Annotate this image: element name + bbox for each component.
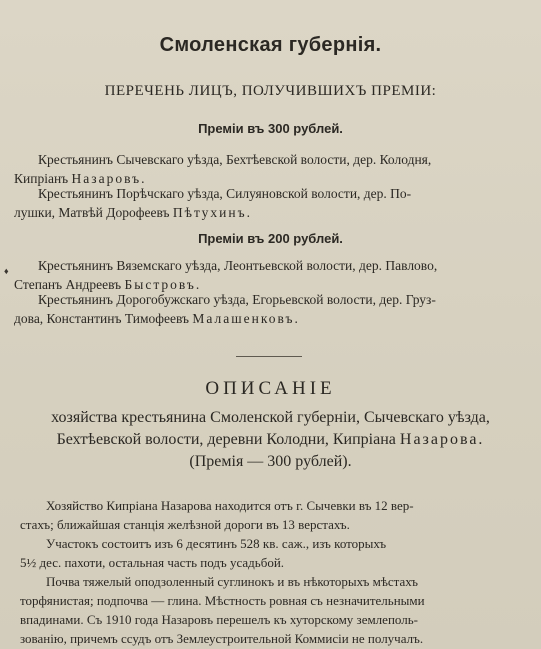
- desc-line: (Премія — 300 рублей).: [189, 453, 352, 470]
- laureate-name: Назаровъ.: [71, 171, 147, 186]
- description-heading: ОПИСАНІЕ: [205, 378, 336, 399]
- entry-name-prefix: лушки, Матвѣй Дорофеевъ: [14, 205, 173, 220]
- entry-line: [0, 309, 541, 328]
- prize-200-heading: Преміи въ 200 рублей.: [198, 231, 343, 246]
- body-line: Хозяйство Кипріана Назарова находится отъ г. Сычевки въ 12 вер-: [46, 498, 414, 513]
- entry-line: Крестьянинъ Порѣчскаго уѣзда, Силуяновской волости, дер. По-: [38, 186, 412, 201]
- desc-line: [0, 429, 541, 451]
- list-subtitle: ПЕРЕЧЕНЬ ЛИЦЪ, ПОЛУЧИВШИХЪ ПРЕМІИ:: [104, 83, 437, 99]
- body-line: 5½ дес. пахоти, остальная часть подъ усадьбой.: [20, 555, 285, 570]
- body-paragraph-1: [0, 496, 541, 534]
- laureate-name: Назарова.: [399, 431, 485, 448]
- prize-300-heading: Преміи въ 300 рублей.: [198, 121, 343, 136]
- laureate-name: Пѣтухинъ.: [172, 205, 252, 220]
- prize-300-entry-2: [0, 184, 541, 222]
- body-paragraph-2: [0, 534, 541, 572]
- body-line: впадинами. Съ 1910 года Назаровъ перешелъ къ хуторскому землеполь-: [20, 612, 418, 627]
- laureate-name: Быстровъ.: [124, 277, 202, 292]
- margin-mark: ♦: [4, 266, 9, 276]
- entry-name-prefix: дова, Константинъ Тимофеевъ: [14, 311, 193, 326]
- prize-200-entry-1: [0, 256, 541, 294]
- entry-name-prefix: Степанъ Андреевъ: [14, 277, 125, 292]
- body-line: стахъ; ближайшая станція желѣзной дороги въ 13 верстахъ.: [20, 517, 350, 532]
- desc-line: хозяйства крестьянина Смоленской губерніи, Сычевскаго уѣзда,: [51, 409, 490, 426]
- page-title: Смоленская губернія.: [159, 34, 382, 56]
- entry-line: Крестьянинъ Вяземскаго уѣзда, Леонтьевской волости, дер. Павлово,: [38, 258, 438, 273]
- entry-line: [0, 203, 541, 222]
- entry-line: Крестьянинъ Дорогобужскаго уѣзда, Егорьевской волости, дер. Груз-: [38, 292, 436, 307]
- section-divider: [236, 356, 302, 357]
- entry-name-prefix: Кипріанъ: [14, 171, 72, 186]
- laureate-name: Малашенковъ.: [192, 311, 300, 326]
- body-line: торфянистая; подпочва — глина. Мѣстность ровная съ незначительными: [20, 593, 425, 608]
- desc-prefix: Бехтѣевской волости, деревни Колодни, Кипріана: [56, 431, 400, 448]
- entry-line: Крестьянинъ Сычевскаго уѣзда, Бехтѣевской волости, дер. Колодня,: [38, 152, 432, 167]
- body-paragraph-3: [0, 572, 541, 648]
- body-line: Участокъ состоитъ изъ 6 десятинъ 528 кв. саж., изъ которыхъ: [46, 536, 387, 551]
- prize-200-entry-2: [0, 290, 541, 328]
- body-line: зованію, причемъ ссудъ отъ Землеустроительной Коммисіи не получалъ.: [20, 631, 424, 646]
- description-subheading: [0, 407, 541, 473]
- prize-300-entry-1: [0, 150, 541, 188]
- body-line: Почва тяжелый оподзоленный суглинокъ и въ нѣкоторыхъ мѣстахъ: [46, 574, 418, 589]
